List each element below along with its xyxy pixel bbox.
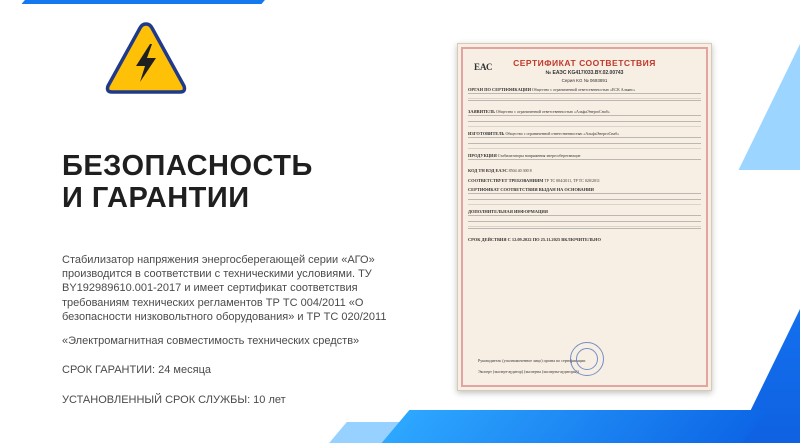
certificate-image <box>457 43 712 391</box>
cert-conform <box>468 178 701 183</box>
cert-extra <box>468 209 701 214</box>
description-text: Стабилизатор напряжения энергосберегающей серии «АГО» производится в соответствии с техническими условиями. ТУ BY192989610.001-2017 и имеет сертификат соответствия требованиям технических регламентов ТР ТС 004/2011 «О безопасности низковольтного оборудования» и ТР ТС 020/2011 <box>62 254 387 323</box>
cert-organ-text: Общество с ограниченной ответственностью «ЕСК Альянс» <box>532 87 636 92</box>
cert-product-text: Стабилизаторы напряжения энергосберегающие <box>497 152 581 158</box>
cert-applicant-label: ЗАЯВИТЕЛЬ <box>468 108 495 114</box>
cert-text-lines <box>468 159 701 164</box>
cert-text-lines <box>468 93 701 98</box>
cert-conform-text: ТР ТС 004/2011, ТР ТС 020/2011 <box>544 177 600 183</box>
certificate-series: Серия KG № 0693891 <box>561 78 608 83</box>
cert-text-lines <box>468 228 701 233</box>
service-life-text: УСТАНОВЛЕННЫЙ СРОК СЛУЖБЫ: 10 лет <box>62 394 286 406</box>
cert-head-label: Руководитель (уполномоченное лицо) органа по сертификации <box>478 358 586 363</box>
cert-text-lines <box>468 143 701 148</box>
cert-product-label: ПРОДУКЦИЯ <box>468 152 497 158</box>
cert-applicant <box>468 109 701 114</box>
cert-extra-label: ДОПОЛНИТЕЛЬНАЯ ИНФОРМАЦИЯ <box>468 208 548 214</box>
cert-text-lines <box>468 100 701 105</box>
cert-text-lines <box>468 199 701 204</box>
right-light-ribbon <box>739 0 800 170</box>
cert-maker-label: ИЗГОТОВИТЕЛЬ <box>468 130 505 136</box>
cert-basis <box>468 187 701 192</box>
cert-code-label: КОД ТН ВЭД ЕАЭС <box>468 168 508 174</box>
top-blue-ribbon <box>22 0 299 4</box>
cert-organ-label: ОРГАН ПО СЕРТИФИКАЦИИ <box>468 87 531 92</box>
warranty-text: СРОК ГАРАНТИИ: 24 месяца <box>62 364 211 376</box>
cert-maker-text: Общество с ограниченной ответственностью «АльфаЭнергоСнаб» <box>505 130 620 136</box>
cert-maker <box>468 131 701 136</box>
title-line-1: БЕЗОПАСНОСТЬ <box>62 150 313 182</box>
certificate-title: СЕРТИФИКАТ СООТВЕТСТВИЯ <box>513 58 656 68</box>
cert-text-lines <box>468 215 701 220</box>
cert-conform-label: СООТВЕТСТВУЕТ ТРЕБОВАНИЯМ <box>468 177 544 183</box>
cert-code <box>468 168 701 173</box>
eac-mark: ЕАС <box>474 62 493 72</box>
cert-text-lines <box>468 137 701 142</box>
cert-stamp <box>570 342 604 376</box>
cert-text-lines <box>468 115 701 120</box>
cert-validity-text: СРОК ДЕЙСТВИЯ С 12.09.2022 ПО 25.11.2025 ВКЛЮЧИТЕЛЬНО <box>468 236 601 242</box>
certificate-number: № ЕАЭС KG417/033.BY.02.00743 <box>545 70 624 76</box>
cert-text-lines <box>468 193 701 198</box>
emc-text: «Электромагнитная совместимость технических средств» <box>62 335 360 347</box>
cert-text-lines <box>468 121 701 126</box>
cert-product <box>468 153 701 158</box>
cert-organ <box>468 87 701 92</box>
cert-validity <box>468 237 701 242</box>
cert-basis-label: СЕРТИФИКАТ СООТВЕТСТВИЯ ВЫДАН НА ОСНОВАНИИ <box>468 186 594 192</box>
page-title <box>62 150 313 214</box>
title-line-2: И ГАРАНТИИ <box>62 182 250 214</box>
cert-expert-label: Эксперт (эксперт-аудитор) (эксперты (эксперты-аудиторы)) <box>478 369 579 374</box>
cert-text-lines <box>468 221 701 226</box>
cert-applicant-text: Общество с ограниченной ответственностью «АльфаЭнергоСнаб» <box>495 108 610 114</box>
high-voltage-warning-icon <box>104 20 188 96</box>
bottom-blue-ribbon <box>351 410 770 443</box>
cert-code-text: 8504 40 300 8 <box>508 168 532 174</box>
